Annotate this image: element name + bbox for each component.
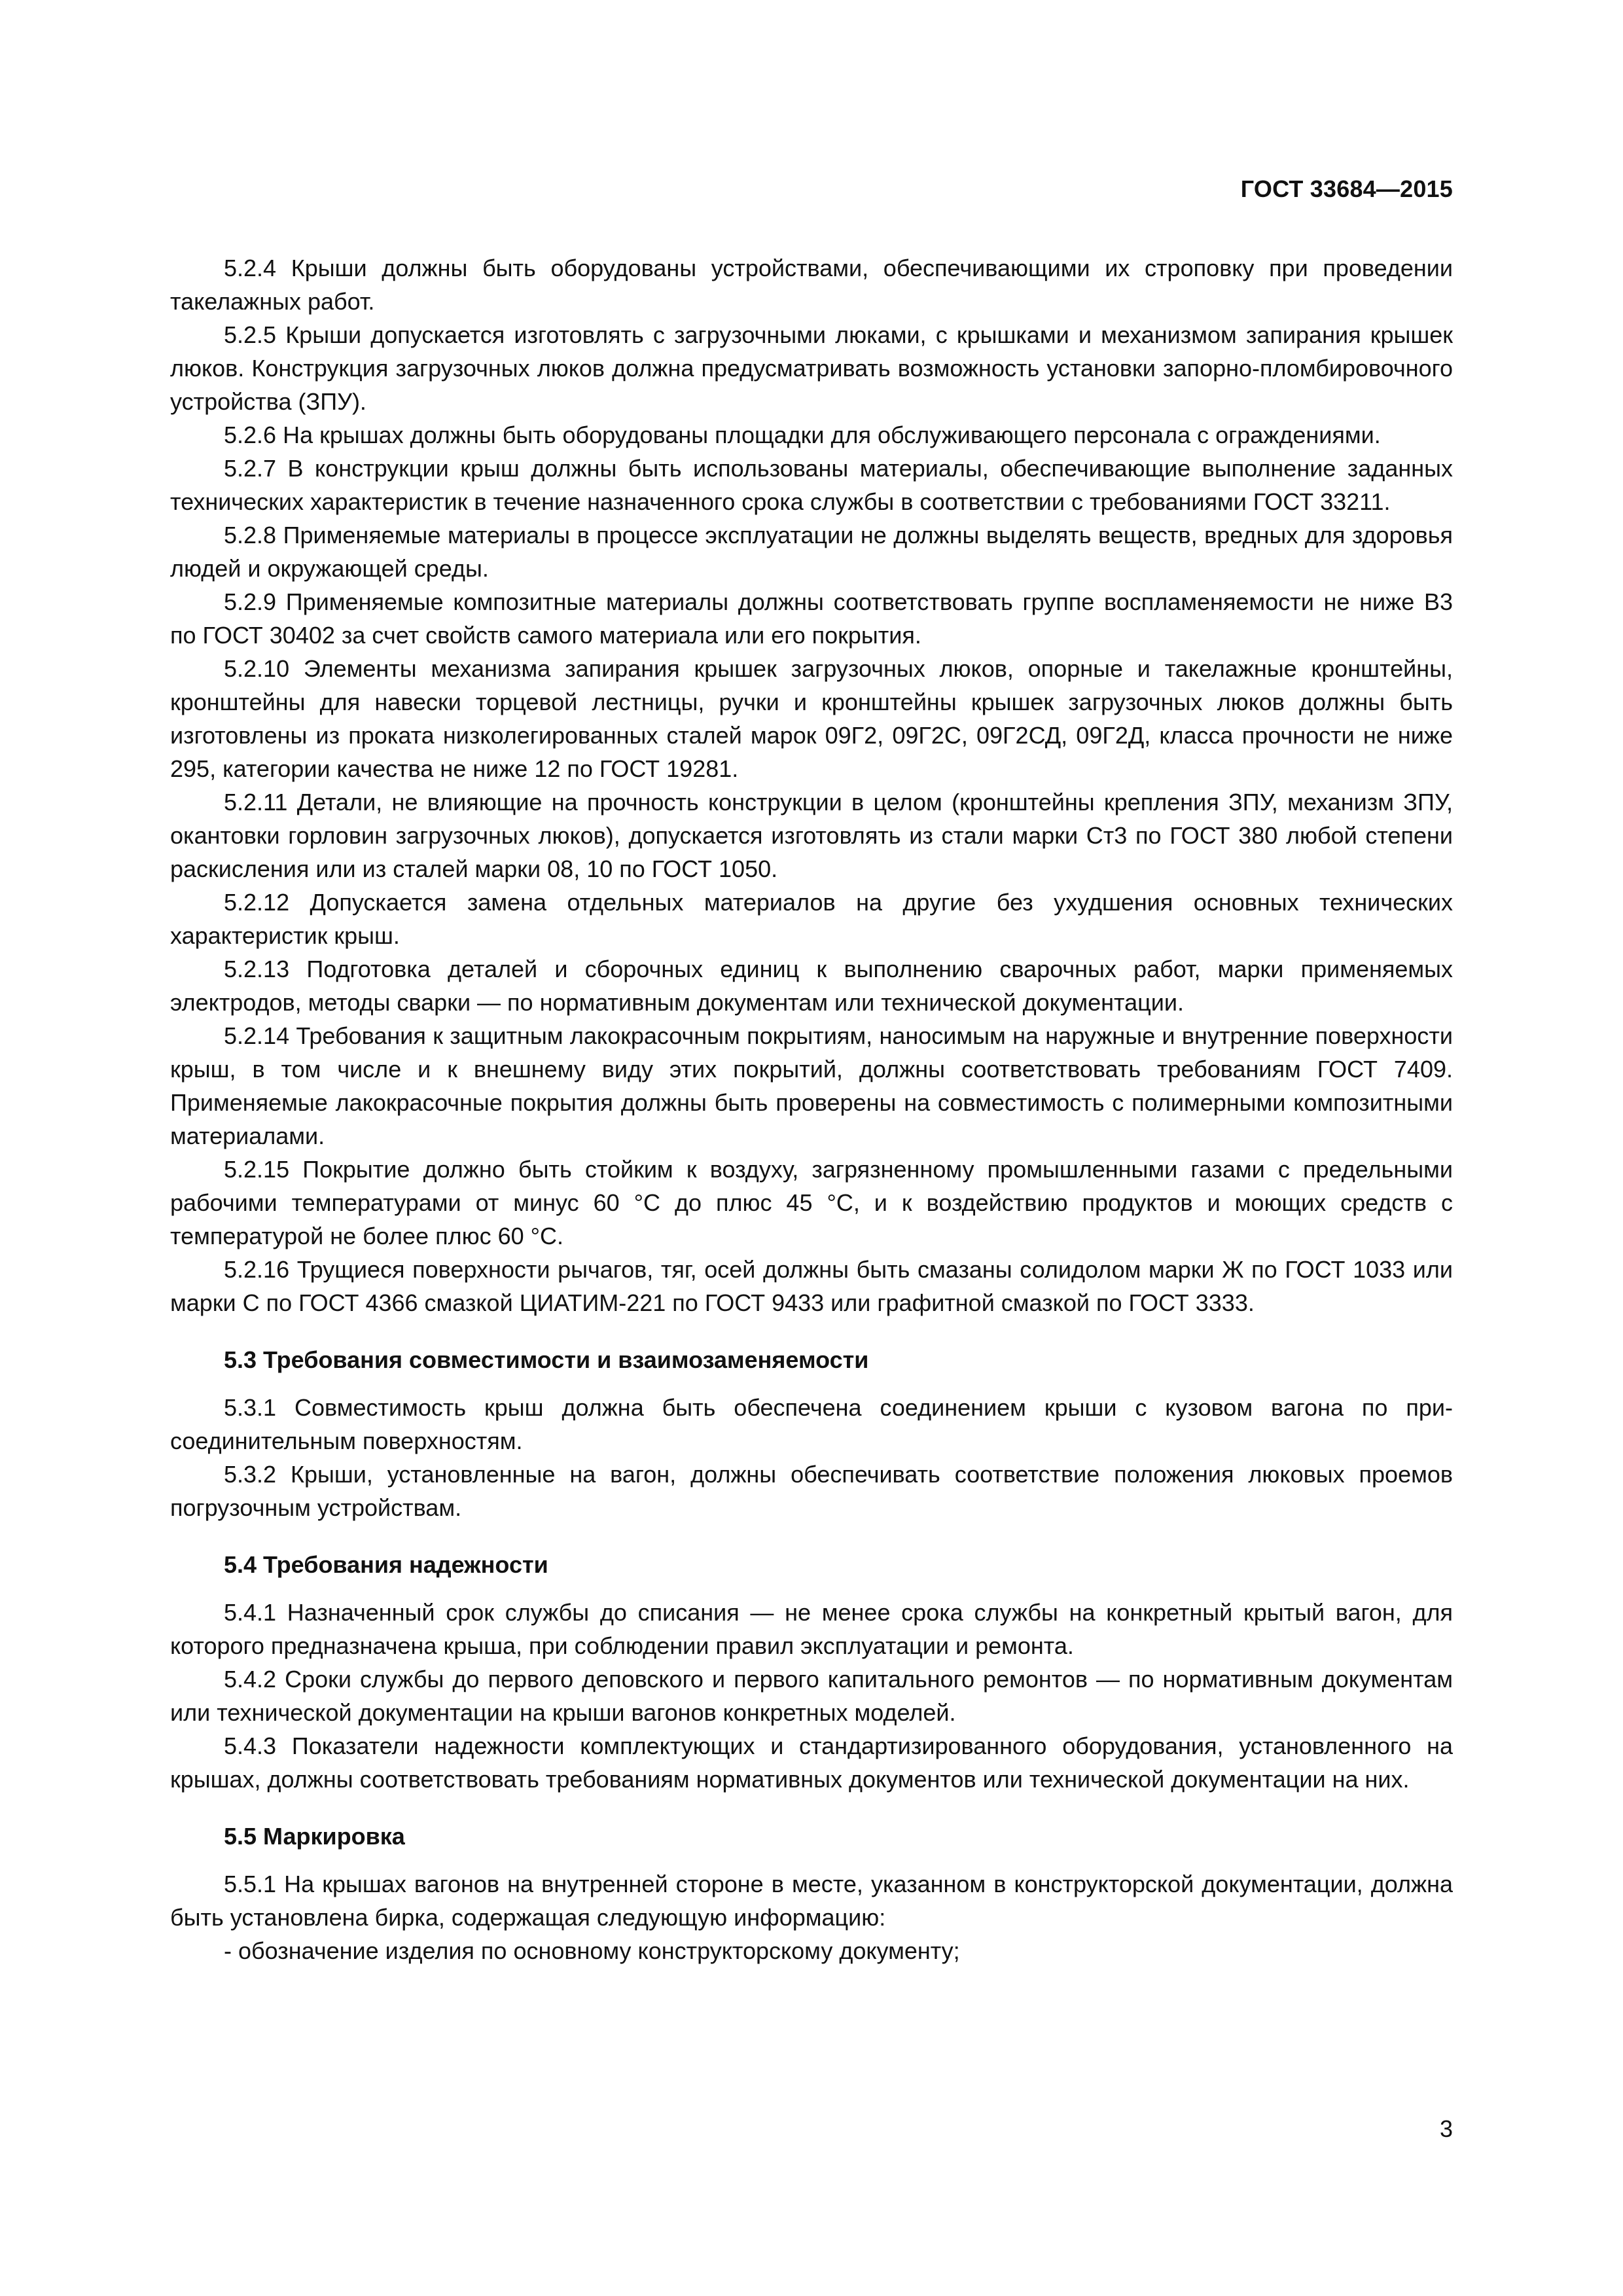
paragraph-5-2-8: 5.2.8 Применяемые материалы в процессе эксплуатации не должны выделять веществ, вредных для здоровья людей и окружающей среды. bbox=[170, 522, 1453, 582]
section-heading-5-4: 5.4 Требования надежности bbox=[224, 1551, 548, 1578]
paragraph-5-2-16: 5.2.16 Трущиеся поверхности рычагов, тяг, осей должны быть смазаны солидолом марки Ж по ГОСТ 1033 или марки С по ГОСТ 4366 смазкой ЦИАТИМ-221 по ГОСТ 9433 или графитной смазкой по ГОСТ 3333. bbox=[170, 1256, 1453, 1316]
paragraph-5-2-10: 5.2.10 Элементы механизма запирания крышек загрузочных люков, опорные и такелажные кронштейны, кронштейны для навески торцевой лестницы, ручки и кронштейны крышек загрузочных люков должны быть изготовлены из проката низколегированных сталей марок 09Г2, 09Г2С, 09Г2СД, 09Г2Д, класса прочности не ниже 295, категории качества не ниже 12 по ГОСТ 19281. bbox=[170, 655, 1453, 782]
section-heading-5-3: 5.3 Требования совместимости и взаимозаменяемости bbox=[224, 1346, 869, 1373]
page-number: 3 bbox=[1439, 2115, 1453, 2142]
paragraph-5-3-2: 5.3.2 Крыши, установленные на вагон, должны обеспечивать соответствие положения люковых проемов погрузочным устройствам. bbox=[170, 1461, 1453, 1521]
document-code: ГОСТ 33684—2015 bbox=[1240, 175, 1453, 202]
paragraph-5-4-1: 5.4.1 Назначенный срок службы до списания — не менее срока службы на конкретный крытый вагон, для которого предназначена крыша, при соблюдении правил эксплуатации и ремонта. bbox=[170, 1599, 1453, 1659]
paragraph-5-4-3: 5.4.3 Показатели надежности комплектующих и стандартизированного оборудования, установленного на крышах, должны соответствовать требованиям нормативных документов или технической документации на них. bbox=[170, 1732, 1453, 1793]
paragraph-5-5-1: 5.5.1 На крышах вагонов на внутренней стороне в месте, указанном в конструкторской документации, должна быть установлена бирка, содержащая следующую информацию: bbox=[170, 1871, 1453, 1931]
paragraph-5-2-4: 5.2.4 Крыши должны быть оборудованы устройствами, обеспечивающими их строповку при проведении такелажных работ. bbox=[170, 255, 1453, 315]
paragraph-5-2-9: 5.2.9 Применяемые композитные материалы должны соответствовать группе воспламеняемости не ниже В3 по ГОСТ 30402 за счет свойств самого материала или его покрытия. bbox=[170, 588, 1453, 649]
paragraph-5-2-7: 5.2.7 В конструкции крыш должны быть использованы материалы, обеспечивающие выполнение заданных технических характеристик в течение назначенного срока службы в соответствии с требованиями ГОСТ 33211. bbox=[170, 455, 1453, 515]
paragraph-5-3-1: 5.3.1 Совместимость крыш должна быть обеспечена соединением крыши с кузовом вагона по присоединительным поверхностям. bbox=[170, 1394, 1453, 1454]
paragraph-5-4-2: 5.4.2 Сроки службы до первого деповского и первого капитального ремонтов — по нормативным документам или технической документации на крыши вагонов конкретных моделей. bbox=[170, 1666, 1453, 1726]
paragraph-5-2-6: 5.2.6 На крышах должны быть оборудованы площадки для обслуживающего персонала с ограждениями. bbox=[224, 422, 1381, 448]
paragraph-5-2-12: 5.2.12 Допускается замена отдельных материалов на другие без ухудшения основных технических характеристик крыш. bbox=[170, 889, 1453, 949]
paragraph-5-2-14: 5.2.14 Требования к защитным лакокрасочным покрытиям, наносимым на наружные и внутренние поверхности крыш, в том числе и к внешнему виду этих покрытий, должны соответствовать требованиям ГОСТ 7409. Применяемые лакокрасочные покрытия должны быть проверены на совместимость с полимерными композитными материалами. bbox=[170, 1022, 1453, 1149]
paragraph-5-2-15: 5.2.15 Покрытие должно быть стойким к воздуху, загрязненному промышленными газами с предельными рабочими температурами от минус 60 °С до плюс 45 °С, и к воздействию продуктов и моющих средств с температурой не более плюс 60 °С. bbox=[170, 1156, 1453, 1249]
paragraph-5-2-11: 5.2.11 Детали, не влияющие на прочность конструкции в целом (кронштейны крепления ЗПУ, механизм ЗПУ, окантовки горловин загрузочных люков), допускается изготовлять из стали марки Ст3 по ГОСТ 380 любой степени раскисления или из сталей марки 08, 10 по ГОСТ 1050. bbox=[170, 789, 1453, 882]
section-heading-5-5: 5.5 Маркировка bbox=[224, 1823, 405, 1850]
document-body bbox=[170, 251, 1453, 1967]
paragraph-5-2-5: 5.2.5 Крыши допускается изготовлять с загрузочными люками, с крышками и механизмом запирания крышек люков. Конструкция загрузочных люков должна предусматривать возможность установки запорно-пломбировочного устройства (ЗПУ). bbox=[170, 321, 1453, 415]
list-item: - обозначение изделия по основному конструкторскому документу; bbox=[224, 1937, 960, 1964]
paragraph-5-2-13: 5.2.13 Подготовка деталей и сборочных единиц к выполнению сварочных работ, марки применяемых электродов, методы сварки — по нормативным документам или технической документации. bbox=[170, 956, 1453, 1016]
